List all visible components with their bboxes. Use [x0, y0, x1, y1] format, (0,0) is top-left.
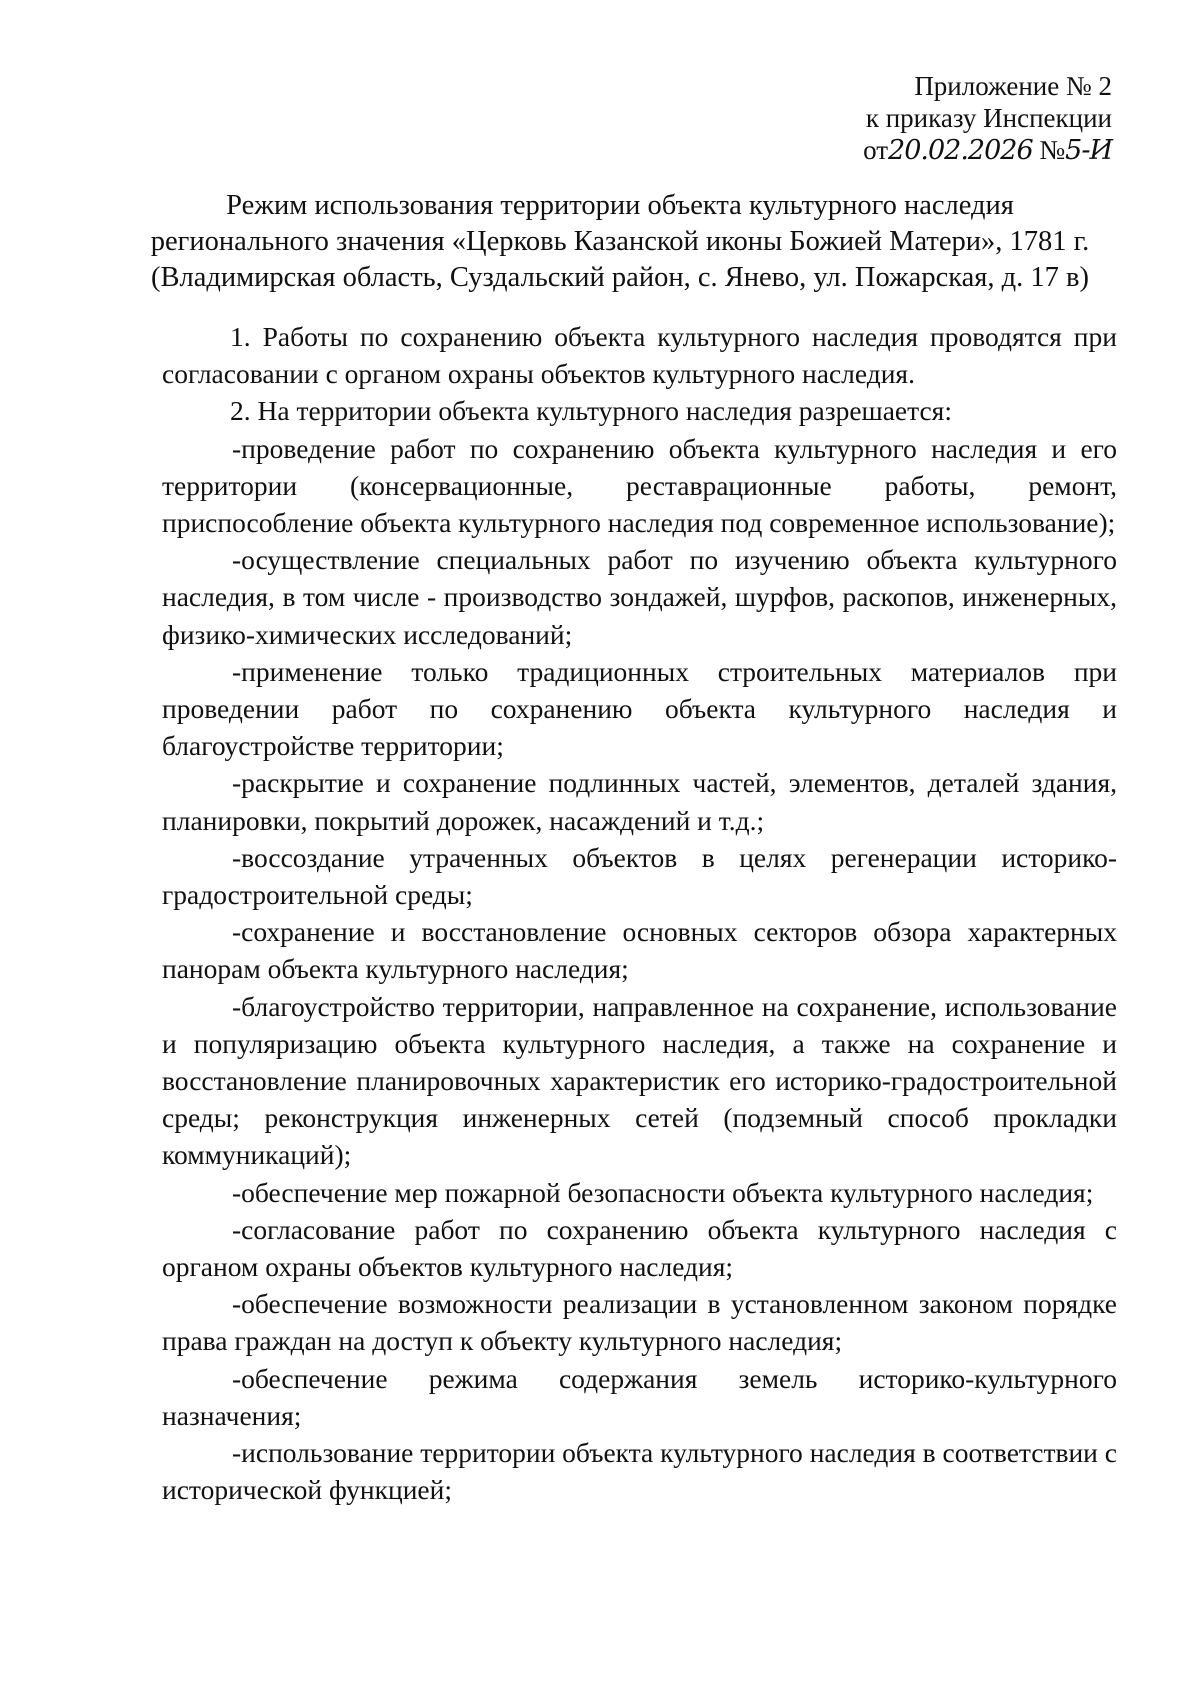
order-prefix: от [863, 135, 889, 165]
title-line-2: регионального значения «Церковь Казанской иконы Божией Матери», 1781 г. [150, 226, 1090, 257]
list-item: -сохранение и восстановление основных секторов обзора характерных панорам объекта культурного наследия; [162, 916, 1117, 985]
list-item: -обеспечение мер пожарной безопасности объекта культурного наследия; [232, 1176, 1094, 1208]
appendix-header [863, 70, 1112, 167]
title-line-3: (Владимирская область, Суздальский район, с. Янево, ул. Пожарская, д. 17 в) [151, 262, 1089, 293]
list-item: -благоустройство территории, направленное на сохранение, использование и популяризацию объекта культурного наследия, а также на сохранение и восстановление планировочных характеристик его историко-градостроительной среды; реконструкция инженерных сетей (подземный способ прокладки коммуникаций); [162, 990, 1117, 1171]
list-item: -воссоздание утраченных объектов в целях регенерации историко-градостроительной среды; [162, 841, 1117, 911]
list-item: -использование территории объекта культурного наследия в соответствии с исторической функцией; [162, 1437, 1117, 1506]
document-title [150, 188, 1090, 296]
title-line-1: Режим использования территории объекта культурного наследия [226, 190, 1014, 221]
list-item: -раскрытие и сохранение подлинных частей, элементов, деталей здания, планировки, покрытий дорожек, насаждений и т.д.; [162, 767, 1117, 836]
list-item: -проведение работ по сохранению объекта культурного наследия и его территории (консервационные, реставрационные работы, ремонт, приспособление объекта культурного наследия под современное использование); [162, 432, 1117, 539]
order-num-prefix: № [1039, 135, 1066, 165]
document-body [162, 318, 1117, 1509]
list-item: -осуществление специальных работ по изучению объекта культурного наследия, в том числе - производство зондажей, шурфов, раскопов, инженерных, физико-химических исследований; [162, 544, 1117, 650]
list-item: -применение только традиционных строительных материалов при проведении работ по сохранению объекта культурного наследия и благоустройстве территории; [162, 655, 1117, 762]
order-date-number [863, 134, 1112, 167]
paragraph-1: 1. Работы по сохранению объекта культурного наследия проводятся при согласовании с органом охраны объектов культурного наследия. [162, 321, 1117, 390]
list-item: -согласование работ по сохранению объекта культурного наследия с органом охраны объектов культурного наследия; [162, 1213, 1117, 1283]
appendix-number: Приложение № 2 [914, 71, 1112, 101]
list-item: -обеспечение возможности реализации в установленном законом порядке права граждан на доступ к объекту культурного наследия; [162, 1288, 1117, 1357]
list-item: -обеспечение режима содержания земель историко-культурного назначения; [162, 1362, 1117, 1431]
handwritten-order-number: 5-И [1065, 135, 1112, 166]
paragraph-2: 2. На территории объекта культурного наследия разрешается: [230, 395, 952, 427]
handwritten-order-date: 20.02.2026 [888, 135, 1033, 166]
order-reference: к приказу Инспекции [865, 103, 1112, 133]
